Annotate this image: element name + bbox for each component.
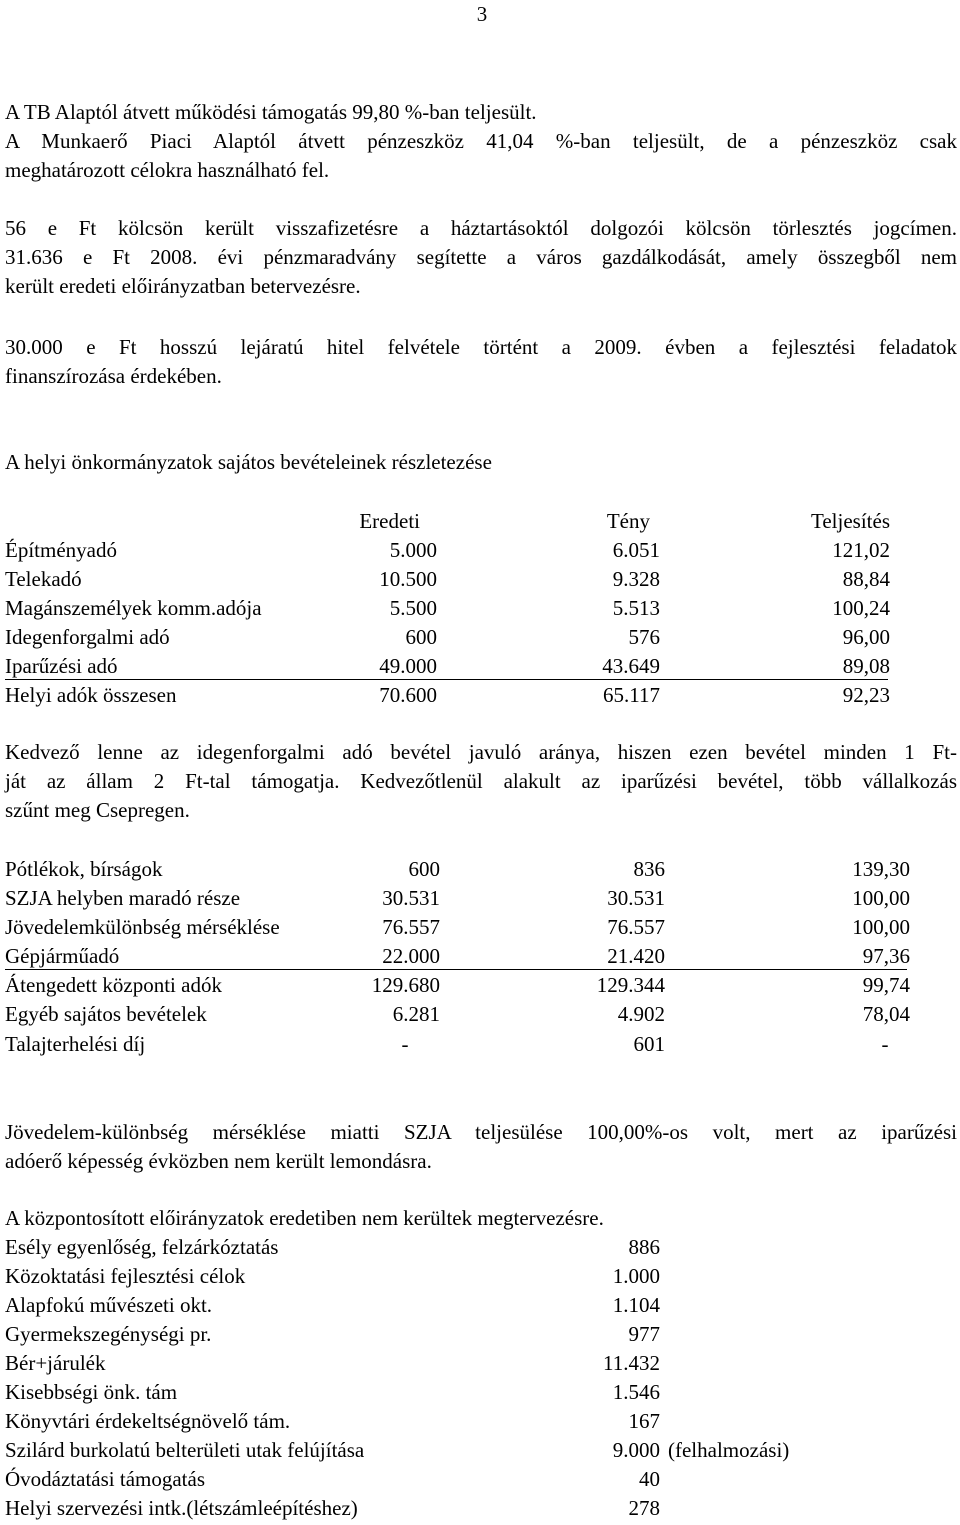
value-teljesites: 100,00 — [852, 886, 910, 910]
item-label: Helyi szervezési intk.(létszámleépítéshez) — [5, 1496, 358, 1520]
paragraph-line: ját az állam 2 Ft-tal támogatja. Kedvezőtlenül alakult az iparűzési bevétel, több vállalkozás — [5, 769, 957, 793]
item-label: Kisebbségi önk. tám — [5, 1380, 178, 1404]
paragraph-funding — [5, 98, 957, 185]
item-label: Alapfokú művészeti okt. — [5, 1293, 213, 1317]
item-value: 278 — [628, 1496, 660, 1520]
row-label: SZJA helyben maradó része — [5, 886, 241, 910]
list-item — [5, 1378, 955, 1407]
value-eredeti: 76.557 — [382, 915, 440, 939]
table-row-total — [5, 681, 955, 710]
value-teljesites: 89,08 — [842, 654, 890, 678]
list-item — [5, 1291, 955, 1320]
table-row — [5, 536, 955, 565]
value-teny: 576 — [628, 625, 660, 649]
paragraph-line: Jövedelem-különbség mérséklése miatti SZJA teljesülése 100,00%-os volt, mert az iparűzési — [5, 1120, 957, 1144]
list-item — [5, 1320, 955, 1349]
item-label: Közoktatási fejlesztési célok — [5, 1264, 246, 1288]
value-eredeti: 129.680 — [371, 973, 440, 997]
item-label: Bér+járulék — [5, 1351, 106, 1375]
table-row — [5, 623, 955, 652]
paragraph-central — [5, 1204, 957, 1233]
value-teny: 9.328 — [612, 567, 660, 591]
item-value: 9.000 — [612, 1438, 660, 1462]
value-teny: 836 — [633, 857, 665, 881]
table-row — [5, 884, 955, 913]
item-label: Gyermekszegénységi pr. — [5, 1322, 212, 1346]
item-value: 40 — [639, 1467, 660, 1491]
value-eredeti: 600 — [405, 625, 437, 649]
row-label: Építményadó — [5, 538, 117, 562]
value-teljesites: 121,02 — [832, 538, 890, 562]
paragraph-line: került eredeti előirányzatban betervezésre. — [5, 274, 361, 298]
list-item — [5, 1407, 955, 1436]
value-eredeti: 600 — [408, 857, 440, 881]
paragraph-line: 30.000 e Ft hosszú lejáratú hitel felvétele történt a 2009. évben a fejlesztési feladatok — [5, 335, 957, 359]
value-teny: 5.513 — [612, 596, 660, 620]
value-teny: 43.649 — [602, 654, 660, 678]
value-teny: 21.420 — [607, 944, 665, 968]
paragraph-line: 56 e Ft kölcsön került visszafizetésre a háztartásoktól dolgozói kölcsön törlesztés jogcímen. — [5, 216, 957, 240]
value-teljesites: 92,23 — [842, 683, 890, 707]
header-teljesites: Teljesítés — [810, 509, 890, 533]
paragraph-credit — [5, 333, 957, 391]
row-label: Talajterhelési díj — [5, 1032, 146, 1056]
table1-header-row — [5, 507, 955, 536]
item-label: Könyvtári érdekeltségnövelő tám. — [5, 1409, 291, 1433]
paragraph-line: finanszírozása érdekében. — [5, 364, 222, 388]
value-teljesites: 100,00 — [852, 915, 910, 939]
paragraph-line: A TB Alaptól átvett működési támogatás 99,80 %-ban teljesült. — [5, 100, 537, 124]
item-value: 167 — [628, 1409, 660, 1433]
item-value: 1.546 — [612, 1380, 660, 1404]
row-label: Pótlékok, bírságok — [5, 857, 163, 881]
list-item — [5, 1262, 955, 1291]
table-row — [5, 942, 910, 970]
value-eredeti: 10.500 — [379, 567, 437, 591]
header-teny: Tény — [606, 509, 650, 533]
row-label: Átengedett központi adók — [5, 973, 222, 997]
paragraph-line: meghatározott célokra használható fel. — [5, 158, 330, 182]
value-teny: 4.902 — [617, 1002, 665, 1026]
value-teljesites: 88,84 — [842, 567, 890, 591]
value-teljesites: 99,74 — [862, 973, 910, 997]
item-value: 11.432 — [603, 1351, 660, 1375]
value-eredeti: - — [401, 1032, 409, 1056]
item-note: (felhalmozási) — [668, 1438, 790, 1462]
value-eredeti: 30.531 — [382, 886, 440, 910]
item-value: 977 — [628, 1322, 660, 1346]
value-teljesites: 139,30 — [852, 857, 910, 881]
paragraph-line: adóerő képesség évközben nem került lemondásra. — [5, 1149, 432, 1173]
item-label: Óvodáztatási támogatás — [5, 1467, 206, 1491]
row-label: Telekadó — [5, 567, 82, 591]
page-number: 3 — [476, 2, 488, 26]
list-item — [5, 1465, 955, 1494]
list-item — [5, 1436, 955, 1465]
table-row — [5, 1000, 955, 1029]
value-teljesites: 97,36 — [862, 944, 910, 968]
list-item — [5, 1349, 955, 1378]
row-label: Iparűzési adó — [5, 654, 118, 678]
value-teny: 30.531 — [607, 886, 665, 910]
value-teny: 129.344 — [596, 973, 665, 997]
item-value: 1.000 — [612, 1264, 660, 1288]
item-label: Esély egyenlőség, felzárkóztatás — [5, 1235, 279, 1259]
item-label: Szilárd burkolatú belterületi utak felújítása — [5, 1438, 365, 1462]
value-eredeti: 5.500 — [389, 596, 437, 620]
table-row — [5, 855, 955, 884]
list-item — [5, 1233, 955, 1262]
paragraph-szja — [5, 1118, 957, 1176]
paragraph-line: 31.636 e Ft 2008. évi pénzmaradvány segítette a város gazdálkodását, amely összegből nem — [5, 245, 957, 269]
table-row — [5, 652, 888, 680]
row-label: Idegenforgalmi adó — [5, 625, 170, 649]
paragraph-line: szűnt meg Csepregen. — [5, 798, 190, 822]
value-teny: 601 — [633, 1032, 665, 1056]
table-row — [5, 1030, 955, 1059]
table-row-total — [5, 971, 955, 1000]
row-label: Jövedelemkülönbség mérséklése — [5, 915, 280, 939]
value-eredeti: 22.000 — [382, 944, 440, 968]
value-teljesites: 78,04 — [862, 1002, 910, 1026]
item-value: 886 — [628, 1235, 660, 1259]
table-row — [5, 913, 955, 942]
list-item — [5, 1494, 955, 1523]
header-eredeti: Eredeti — [359, 509, 420, 533]
value-teny: 6.051 — [612, 538, 660, 562]
paragraph-tourism — [5, 738, 957, 825]
item-value: 1.104 — [612, 1293, 660, 1317]
paragraph-line: A Munkaerő Piaci Alaptól átvett pénzeszköz 41,04 %-ban teljesült, de a pénzeszköz csak — [5, 129, 957, 153]
value-teljesites: - — [881, 1032, 889, 1056]
paragraph-line: Kedvező lenne az idegenforgalmi adó bevétel javuló aránya, hiszen ezen bevétel minden 1 Ft- — [5, 740, 957, 764]
row-label: Egyéb sajátos bevételek — [5, 1002, 207, 1026]
row-label: Magánszemélyek komm.adója — [5, 596, 262, 620]
value-eredeti: 70.600 — [379, 683, 437, 707]
value-teljesites: 100,24 — [832, 596, 890, 620]
table-row — [5, 565, 955, 594]
paragraph-line: A központosított előirányzatok eredetiben nem kerültek megtervezésre. — [5, 1206, 604, 1230]
row-label: Gépjárműadó — [5, 944, 120, 968]
value-teny: 76.557 — [607, 915, 665, 939]
paragraph-loans — [5, 214, 957, 301]
table-row — [5, 594, 955, 623]
value-teny: 65.117 — [603, 683, 660, 707]
value-eredeti: 49.000 — [379, 654, 437, 678]
section-title: A helyi önkormányzatok sajátos bevételeinek részletezése — [5, 450, 492, 474]
value-eredeti: 6.281 — [392, 1002, 440, 1026]
row-label: Helyi adók összesen — [5, 683, 177, 707]
value-eredeti: 5.000 — [389, 538, 437, 562]
value-teljesites: 96,00 — [842, 625, 890, 649]
